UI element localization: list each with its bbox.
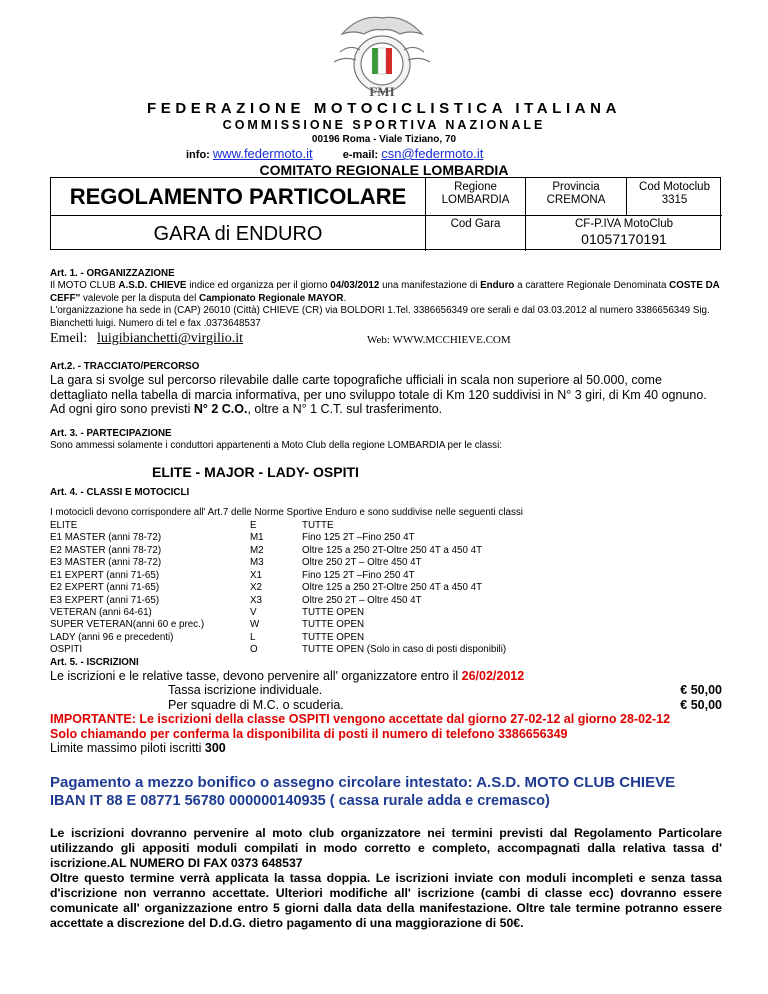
class-description: TUTTE OPEN bbox=[302, 606, 365, 618]
class-code: W bbox=[250, 619, 260, 631]
art1-email-label: Emeil: bbox=[50, 331, 88, 347]
class-description: Oltre 250 2T – Oltre 450 4T bbox=[302, 594, 422, 606]
commission-name: COMMISSIONE SPORTIVA NAZIONALE bbox=[222, 118, 546, 132]
art4-heading: Art. 4. - CLASSI E MOTOCICLI bbox=[50, 487, 190, 499]
document-title: REGOLAMENTO PARTICOLARE bbox=[69, 184, 407, 209]
class-code: X2 bbox=[250, 582, 262, 594]
cod-motoclub-cell bbox=[627, 181, 722, 207]
iban-line: IBAN IT 88 E 08771 56780 000000140935 ( cassa rurale adda e cremasco) bbox=[50, 792, 550, 809]
class-name: E2 MASTER (anni 78-72) bbox=[50, 544, 162, 556]
regione-value: LOMBARDIA bbox=[441, 194, 510, 206]
art1-email-link[interactable]: luigibianchetti@virgilio.it bbox=[97, 331, 244, 347]
art3-heading: Art. 3. - PARTECIPAZIONE bbox=[50, 427, 172, 439]
payment-line: Pagamento a mezzo bonifico o assegno circolare intestato: A.S.D. MOTO CLUB CHIEVE bbox=[50, 773, 676, 791]
class-description: Oltre 125 a 250 2T-Oltre 250 4T a 450 4T bbox=[302, 582, 483, 594]
class-name: E1 EXPERT (anni 71-65) bbox=[50, 569, 160, 581]
art1-event-name: COSTE DA CEFF'' bbox=[50, 280, 720, 304]
art1-text: Il MOTO CLUB A.S.D. CHIEVE indice ed organizza per il giorno 04/03/2012 una manifestazione di Enduro a carattere Regionale Denominata COSTE DA CEFF'' valevole per la disputa del Campionato Regionale MAYOR. bbox=[50, 280, 720, 304]
fee-team-value: € 50,00 bbox=[680, 697, 722, 712]
art1-type: Enduro bbox=[480, 280, 515, 291]
fee-team bbox=[50, 698, 722, 713]
cf-value: 01057170191 bbox=[581, 231, 667, 247]
art1-t4: a carattere Regionale bbox=[517, 280, 611, 291]
art1-club: A.S.D. CHIEVE bbox=[118, 280, 187, 291]
art1-t5: Denominata bbox=[613, 280, 667, 291]
federation-contacts bbox=[186, 146, 483, 161]
class-code: V bbox=[250, 606, 257, 618]
cf-label: CF-P.IVA MotoClub bbox=[574, 218, 673, 230]
fee-team-label: Per squadre di M.C. o scuderia. bbox=[168, 697, 344, 712]
art1-heading: Art. 1. - ORGANIZZAZIONE bbox=[50, 268, 175, 279]
class-name: OSPITI bbox=[50, 644, 83, 656]
class-row bbox=[50, 520, 506, 532]
art2-heading: Art.2. - TRACCIATO/PERCORSO bbox=[50, 361, 200, 373]
fee-individual-value: € 50,00 bbox=[680, 683, 722, 698]
class-description: Oltre 250 2T – Oltre 450 4T bbox=[302, 557, 422, 569]
class-description: Oltre 125 a 250 2T-Oltre 250 4T a 450 4T bbox=[302, 544, 483, 556]
logo-text: FMI bbox=[369, 84, 395, 99]
email-label: e-mail: bbox=[342, 149, 379, 161]
class-row bbox=[50, 619, 506, 631]
participant-limit bbox=[50, 741, 722, 756]
art2-t2: , oltre a N° 1 C.T. sul trasferimento. bbox=[247, 402, 443, 417]
title-box bbox=[50, 177, 721, 250]
art5-deadline: 26/02/2012 bbox=[461, 668, 525, 683]
regione-label: Regione bbox=[454, 181, 497, 193]
class-code: M3 bbox=[250, 557, 264, 569]
articles bbox=[50, 268, 722, 931]
provincia-cell bbox=[526, 181, 626, 207]
cf-cell bbox=[526, 218, 722, 247]
art2-checkpoints: N° 2 C.O. bbox=[193, 402, 248, 417]
class-code: M2 bbox=[250, 544, 264, 556]
class-row bbox=[50, 532, 506, 544]
art5-intro-text: Le iscrizioni e le relative tasse, devono pervenire all' organizzatore entro il bbox=[50, 668, 459, 683]
art5-intro bbox=[50, 669, 722, 684]
class-name: E1 MASTER (anni 78-72) bbox=[50, 532, 162, 544]
class-row bbox=[50, 644, 506, 656]
class-name: E3 EXPERT (anni 71-65) bbox=[50, 594, 160, 606]
important-phone: Solo chiamando per conferma la disponibilita di posti il numero di telefono 3386656349 bbox=[50, 726, 568, 741]
limit-value: 300 bbox=[204, 741, 226, 756]
info-label: info: bbox=[186, 149, 210, 161]
art3-text: Sono ammessi solamente i conduttori appartenenti a Moto Club della regione LOMBARDIA per le classi: bbox=[50, 439, 502, 451]
class-description: Fino 125 2T –Fino 250 4T bbox=[302, 532, 415, 544]
class-name: E3 MASTER (anni 78-72) bbox=[50, 557, 162, 569]
regional-committee: COMITATO REGIONALE LOMBARDIA bbox=[259, 162, 509, 178]
art1-t1: Il MOTO CLUB bbox=[50, 280, 116, 291]
class-name: E2 EXPERT (anni 71-65) bbox=[50, 582, 160, 594]
class-code: M1 bbox=[250, 532, 264, 544]
federation-address: 00196 Roma - Viale Tiziano, 70 bbox=[311, 134, 457, 145]
limit-label: Limite massimo piloti iscritti bbox=[50, 741, 202, 756]
class-code: X3 bbox=[250, 594, 262, 606]
art1-championship: Campionato Regionale MAYOR bbox=[199, 292, 344, 304]
class-description: TUTTE OPEN (Solo in caso di posti disponibili) bbox=[302, 644, 507, 656]
art1-t2: indice ed organizza per il giorno bbox=[189, 280, 328, 291]
class-description: TUTTE bbox=[302, 520, 334, 532]
art4-intro: I motocicli devono corrispondere all' Art.7 delle Norme Sportive Enduro e sono suddivise nelle seguenti classi bbox=[50, 507, 523, 519]
art1-t3: una manifestazione di bbox=[382, 280, 478, 291]
final-paragraph-2: Oltre questo termine verrà applicata la tassa doppia. Le iscrizioni inviate con moduli incompleti e senza tassa d'iscrizione non verranno accettate. Ulteriori modifiche all' iscrizione (cambi di classe ecc) dovranno essere comunicate all' organizzazione entro 5 giorni dalla data della manifestazione. Oltre tale termine potranno essere accettate a discrezione del D.d.G. dietro pagamento di una maggiorazione di 50€. bbox=[50, 870, 722, 930]
email-link[interactable]: csn@federmoto.it bbox=[381, 146, 484, 161]
regione-cell bbox=[426, 181, 525, 207]
class-code: X1 bbox=[250, 569, 262, 581]
fee-individual-label: Tassa iscrizione individuale. bbox=[168, 683, 323, 698]
art1-date: 04/03/2012 bbox=[330, 280, 380, 291]
art2-text bbox=[50, 373, 722, 417]
class-name: SUPER VETERAN(anni 60 e prec.) bbox=[50, 619, 205, 631]
art2-t1: La gara si svolge sul percorso rilevabile dalle carte topografiche ufficiali in scala non superiore al 50.000, come dettagliato nella tabella di marcia informativa, per uno sviluppo totale di Km 120 suddivisi in N° 3 giri, di Km 40 ognuno. Ad ogni giro sono previsti bbox=[50, 373, 707, 417]
art1-contacts bbox=[50, 331, 722, 349]
art3-classes: ELITE - MAJOR - LADY- OSPITI bbox=[152, 464, 359, 481]
important-notice: IMPORTANTE: Le iscrizioni della classe OSPITI vengono accettate dal giorno 27-02-12 al giorno 28-02-12 bbox=[50, 712, 671, 727]
art1-t6: valevole per la disputa del bbox=[82, 292, 197, 304]
fmi-logo bbox=[320, 4, 444, 102]
class-code: E bbox=[250, 520, 257, 532]
art1-seat: L'organizzazione ha sede in (CAP) 26010 (Città) CHIEVE (CR) via BOLDORI 1.Tel. 3386656349 ore serali e dal 03.03.2012 al numero 3386656349 Sig. Bianchetti luigi. Numero di tel e fax .0373648537 bbox=[50, 305, 710, 329]
provincia-value: CREMONA bbox=[546, 194, 606, 206]
class-description: Fino 125 2T –Fino 250 4T bbox=[302, 569, 415, 581]
class-name: LADY (anni 96 e precedenti) bbox=[50, 631, 174, 643]
art1-web: Web: WWW.MCCHIEVE.COM bbox=[367, 334, 511, 347]
class-row bbox=[50, 545, 506, 557]
classes-table bbox=[50, 520, 506, 656]
class-name: ELITE bbox=[50, 520, 78, 532]
cod-motoclub-value: 3315 bbox=[661, 194, 688, 206]
class-row bbox=[50, 582, 506, 594]
class-code: O bbox=[250, 644, 258, 656]
class-name: VETERAN (anni 64-61) bbox=[50, 606, 152, 618]
class-row bbox=[50, 632, 506, 644]
art5-heading: Art. 5. - ISCRIZIONI bbox=[50, 656, 139, 668]
class-description: TUTTE OPEN bbox=[302, 631, 365, 643]
provincia-label: Provincia bbox=[552, 181, 600, 193]
cod-motoclub-label: Cod Motoclub bbox=[639, 181, 710, 193]
class-row bbox=[50, 607, 506, 619]
class-description: TUTTE OPEN bbox=[302, 619, 365, 631]
cod-gara-label: Cod Gara bbox=[450, 218, 501, 230]
fmi-emblem-icon bbox=[320, 4, 444, 102]
federation-name: FEDERAZIONE MOTOCICLISTICA ITALIANA bbox=[146, 100, 622, 117]
class-code: L bbox=[250, 631, 256, 643]
class-row bbox=[50, 557, 506, 569]
class-row bbox=[50, 570, 506, 582]
final-paragraph-1: Le iscrizioni dovranno pervenire al moto club organizzatore nei termini previsti dal Regolamento Particolare utilizzando gli appositi moduli compilati in modo corretto e completo, accompagnati dalla relativa tassa d' iscrizione.AL NUMERO DI FAX 0373 648537 bbox=[50, 825, 722, 870]
document-subtitle: GARA di ENDURO bbox=[153, 223, 323, 245]
fee-individual bbox=[50, 683, 722, 698]
class-row bbox=[50, 595, 506, 607]
website-link[interactable]: www.federmoto.it bbox=[212, 146, 313, 161]
